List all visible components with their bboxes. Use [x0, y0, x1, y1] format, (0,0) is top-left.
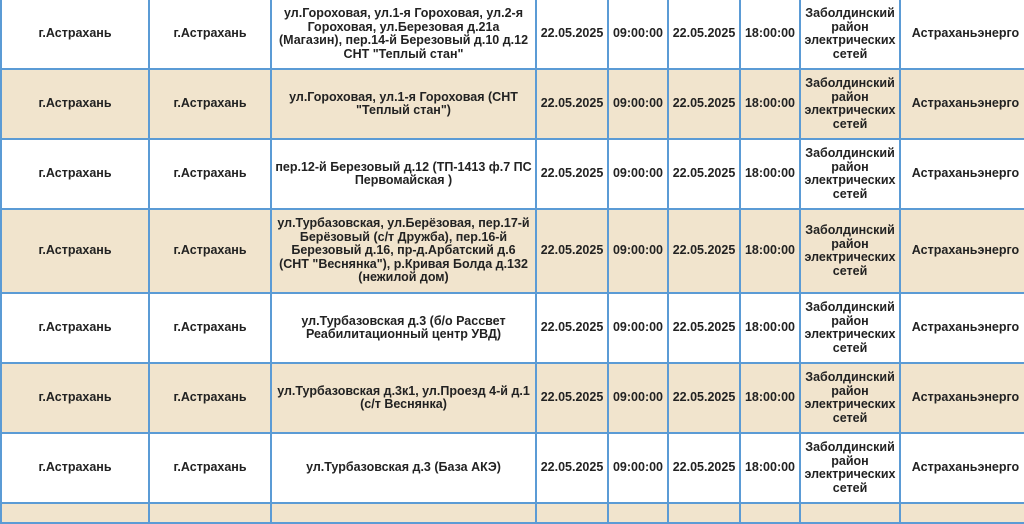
end-date-cell: 22.05.2025	[668, 139, 740, 209]
region-cell: г.Астрахань	[1, 293, 149, 363]
company-cell: Астраханьэнерго	[900, 69, 1024, 139]
city-cell: г.Астрахань	[149, 209, 271, 293]
empty-cell	[900, 503, 1024, 523]
district-cell: Заболдинский район электрических сетей	[800, 139, 900, 209]
end-time-cell: 18:00:00	[740, 363, 800, 433]
city-cell: г.Астрахань	[149, 433, 271, 503]
city-cell: г.Астрахань	[149, 139, 271, 209]
district-cell: Заболдинский район электрических сетей	[800, 293, 900, 363]
district-cell: Заболдинский район электрических сетей	[800, 69, 900, 139]
company-cell: Астраханьэнерго	[900, 363, 1024, 433]
start-time-cell: 09:00:00	[608, 293, 668, 363]
region-cell: г.Астрахань	[1, 0, 149, 69]
end-date-cell: 22.05.2025	[668, 293, 740, 363]
table-row	[1, 209, 1024, 293]
city-cell: г.Астрахань	[149, 0, 271, 69]
table-row	[1, 293, 1024, 363]
company-cell: Астраханьэнерго	[900, 433, 1024, 503]
end-time-cell: 18:00:00	[740, 69, 800, 139]
table-row	[1, 363, 1024, 433]
end-date-cell: 22.05.2025	[668, 0, 740, 69]
end-time-cell: 18:00:00	[740, 209, 800, 293]
city-cell: г.Астрахань	[149, 363, 271, 433]
start-time-cell: 09:00:00	[608, 363, 668, 433]
empty-cell	[149, 503, 271, 523]
start-date-cell: 22.05.2025	[536, 0, 608, 69]
region-cell: г.Астрахань	[1, 363, 149, 433]
end-time-cell: 18:00:00	[740, 433, 800, 503]
start-time-cell: 09:00:00	[608, 69, 668, 139]
address-cell: ул.Гороховая, ул.1-я Гороховая, ул.2-я Гороховая, ул.Березовая д.21а (Магазин), пер.14-й Березовый д.10 д.12 СНТ "Теплый стан"	[271, 0, 536, 69]
empty-cell	[1, 503, 149, 523]
table-row	[1, 139, 1024, 209]
empty-cell	[668, 503, 740, 523]
table-row-partial	[1, 503, 1024, 523]
company-cell: Астраханьэнерго	[900, 209, 1024, 293]
start-time-cell: 09:00:00	[608, 209, 668, 293]
address-cell: ул.Турбазовская д.3 (б/о Рассвет Реабилитационный центр УВД)	[271, 293, 536, 363]
end-date-cell: 22.05.2025	[668, 433, 740, 503]
empty-cell	[740, 503, 800, 523]
table-row	[1, 0, 1024, 69]
end-date-cell: 22.05.2025	[668, 363, 740, 433]
end-time-cell: 18:00:00	[740, 293, 800, 363]
region-cell: г.Астрахань	[1, 209, 149, 293]
empty-cell	[608, 503, 668, 523]
region-cell: г.Астрахань	[1, 433, 149, 503]
table-row	[1, 69, 1024, 139]
empty-cell	[800, 503, 900, 523]
empty-cell	[271, 503, 536, 523]
table-row	[1, 433, 1024, 503]
start-time-cell: 09:00:00	[608, 0, 668, 69]
district-cell: Заболдинский район электрических сетей	[800, 363, 900, 433]
district-cell: Заболдинский район электрических сетей	[800, 433, 900, 503]
address-cell: ул.Турбазовская, ул.Берёзовая, пер.17-й Берёзовый (с/т Дружба), пер.16-й Березовый д.16, пр-д.Арбатский д.6 (СНТ "Веснянка"), р.Кривая Болда д.132 (нежилой дом)	[271, 209, 536, 293]
district-cell: Заболдинский район электрических сетей	[800, 209, 900, 293]
start-date-cell: 22.05.2025	[536, 293, 608, 363]
start-date-cell: 22.05.2025	[536, 433, 608, 503]
city-cell: г.Астрахань	[149, 293, 271, 363]
company-cell: Астраханьэнерго	[900, 293, 1024, 363]
start-date-cell: 22.05.2025	[536, 69, 608, 139]
start-date-cell: 22.05.2025	[536, 363, 608, 433]
address-cell: пер.12-й Березовый д.12 (ТП-1413 ф.7 ПС Первомайская )	[271, 139, 536, 209]
empty-cell	[536, 503, 608, 523]
end-time-cell: 18:00:00	[740, 139, 800, 209]
address-cell: ул.Турбазовская д.3к1, ул.Проезд 4-й д.1 (с/т Веснянка)	[271, 363, 536, 433]
start-date-cell: 22.05.2025	[536, 139, 608, 209]
end-date-cell: 22.05.2025	[668, 69, 740, 139]
end-time-cell: 18:00:00	[740, 0, 800, 69]
company-cell: Астраханьэнерго	[900, 139, 1024, 209]
region-cell: г.Астрахань	[1, 69, 149, 139]
region-cell: г.Астрахань	[1, 139, 149, 209]
end-date-cell: 22.05.2025	[668, 209, 740, 293]
city-cell: г.Астрахань	[149, 69, 271, 139]
start-time-cell: 09:00:00	[608, 433, 668, 503]
address-cell: ул.Турбазовская д.3 (База АКЭ)	[271, 433, 536, 503]
company-cell: Астраханьэнерго	[900, 0, 1024, 69]
address-cell: ул.Гороховая, ул.1-я Гороховая (СНТ "Теплый стан")	[271, 69, 536, 139]
district-cell: Заболдинский район электрических сетей	[800, 0, 900, 69]
start-date-cell: 22.05.2025	[536, 209, 608, 293]
start-time-cell: 09:00:00	[608, 139, 668, 209]
